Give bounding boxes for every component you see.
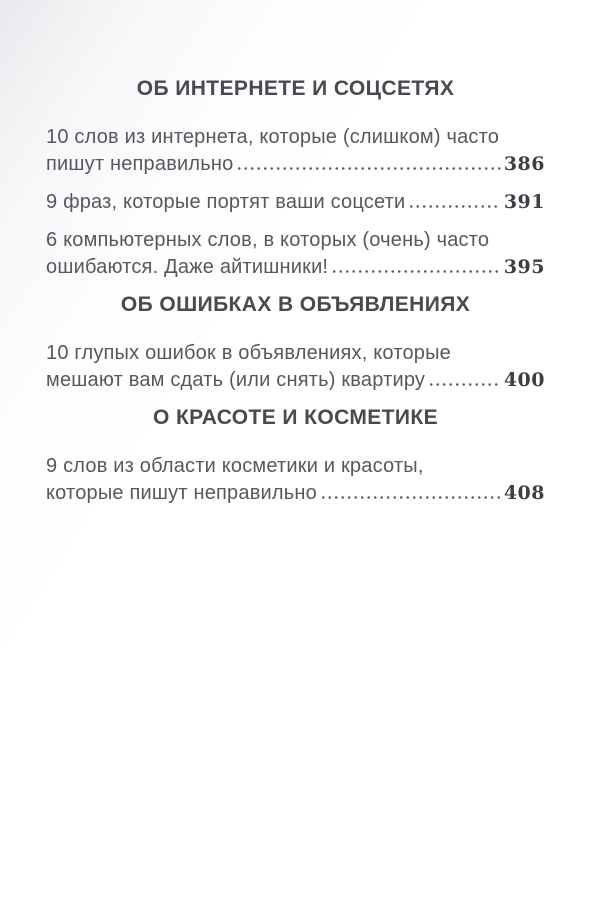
page-number: 408 bbox=[503, 482, 545, 504]
toc-entry bbox=[46, 189, 545, 216]
page-number: 386 bbox=[503, 153, 545, 175]
toc-entry bbox=[46, 124, 545, 178]
toc-entry bbox=[46, 340, 545, 394]
dot-leader bbox=[238, 167, 500, 170]
dot-leader bbox=[333, 270, 501, 273]
section-heading: ОБ ОШИБКАХ В ОБЪЯВЛЕНИЯХ bbox=[120, 293, 471, 316]
section-heading: О КРАСОТЕ И КОСМЕТИКЕ bbox=[152, 406, 439, 429]
page-number: 395 bbox=[503, 256, 545, 278]
toc-entry-text: пишут неправильно bbox=[46, 153, 234, 175]
toc-entry-text: 10 глупых ошибок в объявлениях, которые bbox=[46, 342, 451, 364]
toc-entry-text: 9 фраз, которые портят ваши соцсети bbox=[46, 191, 406, 213]
dot-leader bbox=[410, 205, 500, 208]
toc-entry-text: мешают вам сдать (или снять) квартиру bbox=[46, 369, 426, 391]
toc-section-internet bbox=[46, 76, 545, 281]
toc-entry-text: которые пишут неправильно bbox=[46, 482, 317, 504]
page-number: 400 bbox=[503, 369, 545, 391]
toc-entry-text: 6 компьютерных слов, в которых (очень) часто bbox=[46, 229, 490, 251]
toc-entry-text: 10 слов из интернета, которые (слишком) часто bbox=[46, 126, 500, 148]
dot-leader bbox=[322, 496, 501, 499]
toc-section-ads bbox=[46, 292, 545, 394]
toc-section-beauty bbox=[46, 405, 545, 507]
toc-entry-text: 9 слов из области косметики и красоты, bbox=[46, 455, 424, 477]
toc-entry bbox=[46, 227, 545, 281]
page-number: 391 bbox=[503, 191, 545, 213]
toc-entry-text: ошибаются. Даже айтишники! bbox=[46, 256, 329, 278]
dot-leader bbox=[430, 383, 501, 386]
toc-entry bbox=[46, 453, 545, 507]
section-heading: ОБ ИНТЕРНЕТЕ И СОЦСЕТЯХ bbox=[136, 77, 455, 100]
